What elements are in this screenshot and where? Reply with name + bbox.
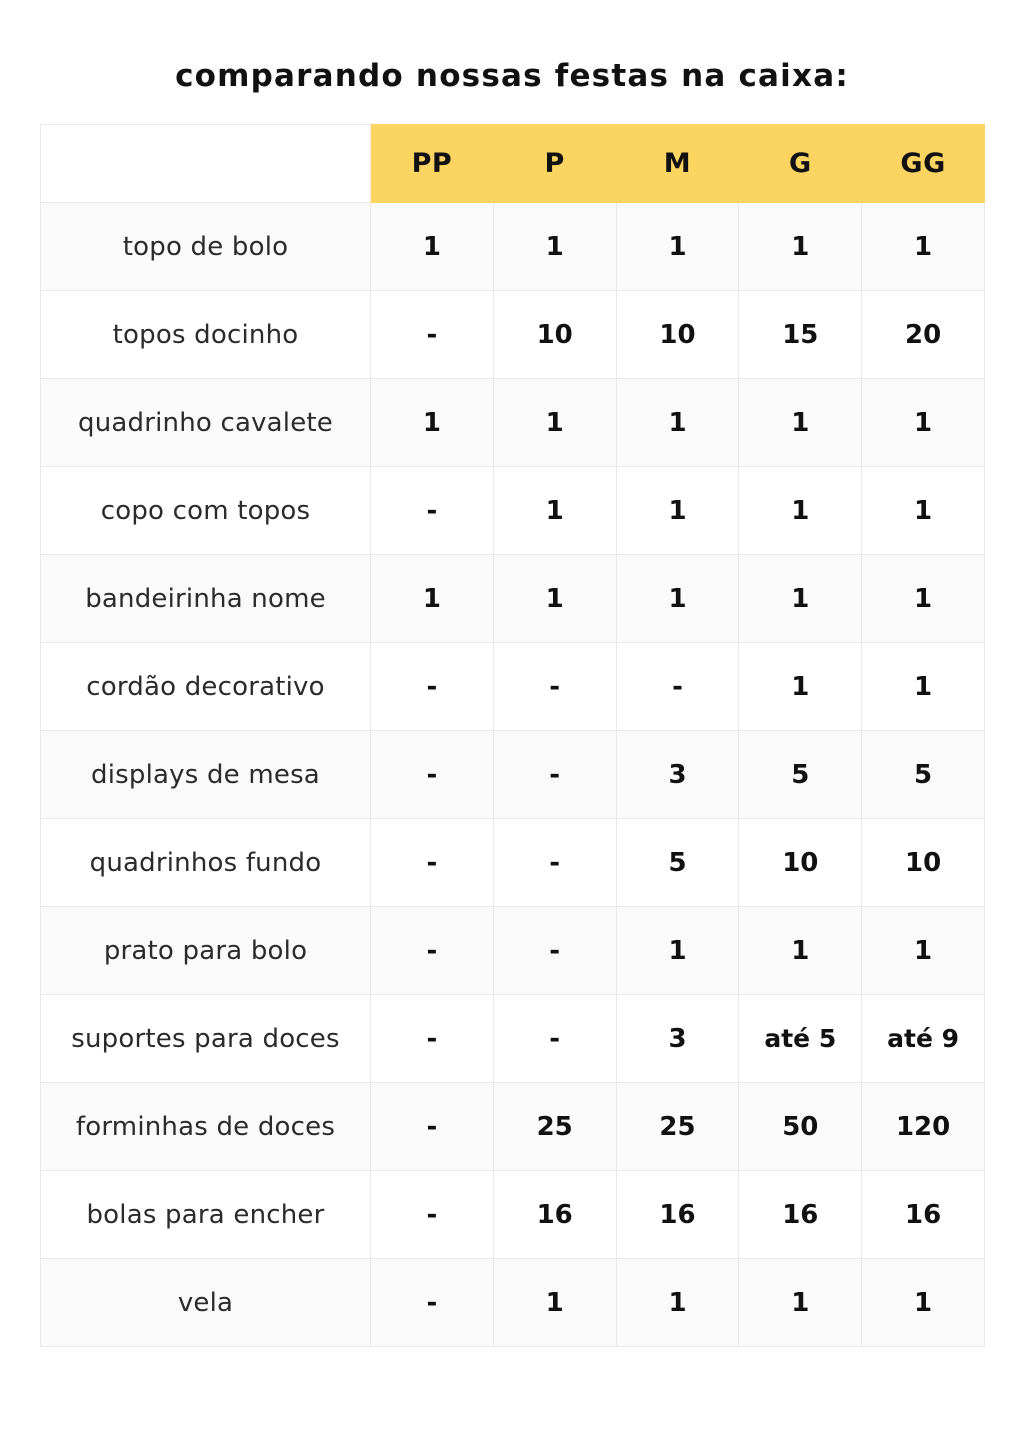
cell-value: 1 bbox=[862, 1259, 985, 1347]
cell-value: 10 bbox=[493, 291, 616, 379]
table-header-row bbox=[41, 125, 985, 203]
cell-value: 1 bbox=[862, 203, 985, 291]
column-header-p: P bbox=[493, 125, 616, 203]
row-label: forminhas de doces bbox=[41, 1083, 371, 1171]
cell-value: 1 bbox=[739, 379, 862, 467]
cell-value: - bbox=[371, 291, 494, 379]
cell-value: 1 bbox=[739, 203, 862, 291]
cell-value: 16 bbox=[616, 1171, 739, 1259]
cell-value: 16 bbox=[493, 1171, 616, 1259]
row-label: vela bbox=[41, 1259, 371, 1347]
column-header-pp: PP bbox=[371, 125, 494, 203]
cell-value: 3 bbox=[616, 995, 739, 1083]
cell-value: 1 bbox=[862, 555, 985, 643]
cell-value: 1 bbox=[862, 907, 985, 995]
cell-value: 1 bbox=[371, 203, 494, 291]
cell-value: 1 bbox=[616, 907, 739, 995]
cell-value: 5 bbox=[862, 731, 985, 819]
cell-value: 1 bbox=[616, 555, 739, 643]
cell-value: 3 bbox=[616, 731, 739, 819]
row-label: topo de bolo bbox=[41, 203, 371, 291]
cell-value: - bbox=[493, 731, 616, 819]
row-label: displays de mesa bbox=[41, 731, 371, 819]
cell-value: - bbox=[371, 995, 494, 1083]
table-row bbox=[41, 1083, 985, 1171]
cell-value: 50 bbox=[739, 1083, 862, 1171]
cell-value: - bbox=[493, 819, 616, 907]
cell-value: 1 bbox=[493, 555, 616, 643]
row-label: bolas para encher bbox=[41, 1171, 371, 1259]
table-row bbox=[41, 1259, 985, 1347]
row-label: quadrinhos fundo bbox=[41, 819, 371, 907]
cell-value: - bbox=[493, 995, 616, 1083]
table-row bbox=[41, 995, 985, 1083]
table-row bbox=[41, 1171, 985, 1259]
table-row bbox=[41, 907, 985, 995]
table-row bbox=[41, 467, 985, 555]
cell-value: 16 bbox=[862, 1171, 985, 1259]
cell-value: até 5 bbox=[739, 995, 862, 1083]
cell-value: 1 bbox=[616, 1259, 739, 1347]
row-label: copo com topos bbox=[41, 467, 371, 555]
table-body bbox=[41, 203, 985, 1347]
cell-value: - bbox=[371, 731, 494, 819]
table-row bbox=[41, 555, 985, 643]
cell-value: 5 bbox=[739, 731, 862, 819]
cell-value: 20 bbox=[862, 291, 985, 379]
cell-value: 1 bbox=[739, 1259, 862, 1347]
cell-value: 25 bbox=[616, 1083, 739, 1171]
cell-value: - bbox=[371, 1259, 494, 1347]
cell-value: - bbox=[371, 1083, 494, 1171]
cell-value: 1 bbox=[493, 467, 616, 555]
cell-value: - bbox=[371, 907, 494, 995]
cell-value: 1 bbox=[862, 379, 985, 467]
table-row bbox=[41, 643, 985, 731]
cell-value: - bbox=[371, 467, 494, 555]
cell-value: 1 bbox=[739, 467, 862, 555]
cell-value: 1 bbox=[371, 379, 494, 467]
cell-value: - bbox=[493, 643, 616, 731]
comparison-table bbox=[40, 124, 985, 1347]
row-label: cordão decorativo bbox=[41, 643, 371, 731]
cell-value: 1 bbox=[616, 203, 739, 291]
cell-value: 1 bbox=[493, 1259, 616, 1347]
table-row bbox=[41, 731, 985, 819]
cell-value: 10 bbox=[616, 291, 739, 379]
cell-value: 1 bbox=[739, 643, 862, 731]
table-row bbox=[41, 379, 985, 467]
cell-value: até 9 bbox=[862, 995, 985, 1083]
cell-value: 1 bbox=[739, 555, 862, 643]
table-row bbox=[41, 203, 985, 291]
row-label: bandeirinha nome bbox=[41, 555, 371, 643]
table-row bbox=[41, 291, 985, 379]
cell-value: 1 bbox=[616, 379, 739, 467]
cell-value: 10 bbox=[739, 819, 862, 907]
column-header-m: M bbox=[616, 125, 739, 203]
column-header-gg: GG bbox=[862, 125, 985, 203]
cell-value: 1 bbox=[371, 555, 494, 643]
cell-value: 1 bbox=[862, 467, 985, 555]
cell-value: 10 bbox=[862, 819, 985, 907]
row-label: prato para bolo bbox=[41, 907, 371, 995]
table-header bbox=[41, 125, 985, 203]
cell-value: 5 bbox=[616, 819, 739, 907]
cell-value: - bbox=[616, 643, 739, 731]
cell-value: 1 bbox=[493, 379, 616, 467]
page-title: comparando nossas festas na caixa: bbox=[175, 58, 849, 94]
cell-value: 1 bbox=[862, 643, 985, 731]
cell-value: 1 bbox=[739, 907, 862, 995]
row-label: suportes para doces bbox=[41, 995, 371, 1083]
cell-value: - bbox=[371, 819, 494, 907]
cell-value: 15 bbox=[739, 291, 862, 379]
table-corner-cell bbox=[41, 125, 371, 203]
cell-value: - bbox=[493, 907, 616, 995]
cell-value: 120 bbox=[862, 1083, 985, 1171]
cell-value: 25 bbox=[493, 1083, 616, 1171]
column-header-g: G bbox=[739, 125, 862, 203]
cell-value: 1 bbox=[616, 467, 739, 555]
table-row bbox=[41, 819, 985, 907]
cell-value: 16 bbox=[739, 1171, 862, 1259]
cell-value: 1 bbox=[493, 203, 616, 291]
cell-value: - bbox=[371, 1171, 494, 1259]
row-label: topos docinho bbox=[41, 291, 371, 379]
cell-value: - bbox=[371, 643, 494, 731]
row-label: quadrinho cavalete bbox=[41, 379, 371, 467]
